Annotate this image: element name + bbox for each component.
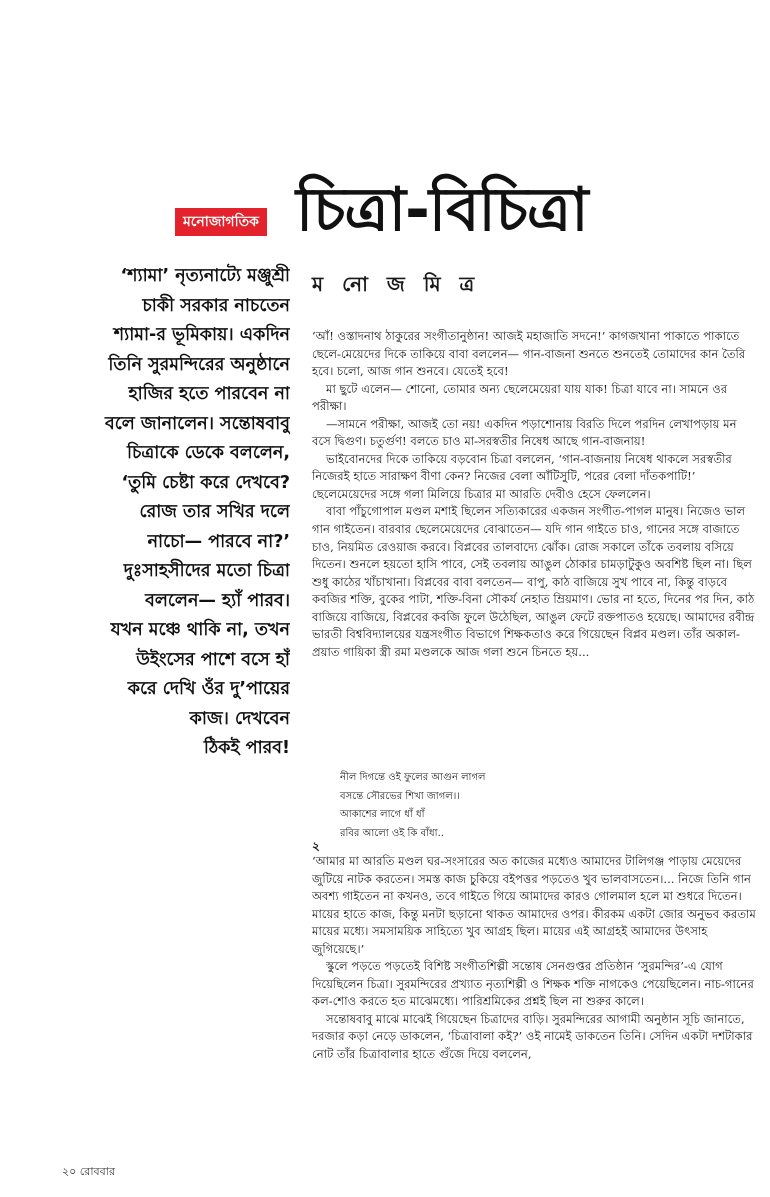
pullquote-line: নাচো— পারবে না?’ bbox=[147, 531, 290, 552]
body-paragraph: স্কুলে পড়তে পড়তেই বিশিষ্ট সংগীতশিল্পী সন্তোষ সেনগুপ্তর প্রতিষ্ঠান ‘সুরমন্দির’-এ যোগ দিয়েছিলেন চিত্রা। সুরমন্দিরের প্রখ্যাত নৃত্যশিল্পী ও শিক্ষক শক্তি নাগকেও পেয়েছিলেন। নাচ-গানের কল-শোও করতে হত মাঝেমধ্যে। পারিশ্রমিকের প্রশ্নই ছিল না শুরুর কালে। bbox=[312, 959, 754, 1009]
pullquote-line: বলে জানালেন। সন্তোষবাবু bbox=[105, 413, 290, 434]
article-title: চিত্রা-বিচিত্রা bbox=[296, 175, 588, 245]
song-lyrics bbox=[340, 769, 485, 843]
body-paragraph: বাবা পাঁচুগোপাল মণ্ডল মশাই ছিলেন সত্যিকারের একজন সংগীত-পাগল মানুষ। নিজেও ভাল গান গাইতেন। বারবার ছেলেমেয়েদের বোঝাতেন— যদি গান গাইতে চাও, গানের সঙ্গে বাজাতে চাও, নিয়মিত রেওয়াজ করবে। বিপ্লবের তালবাদ্যে ঝোঁক। রোজ সকালে তাঁকে তবলায় বসিয়ে দিতেন। শুনলে হয়তো হাসি পাবে, সেই তবলায় আঙুল ঠোকার চামড়াটুকুও অবশিষ্ট ছিল না। ছিল শুধু কাঠের খাঁচাখানা। বিপ্লবের বাবা বলতেন— বাপু, কাঠ বাজিয়ে সুখ পাবে না, কিন্তু বাড়বে কবজির শক্তি, বুকের পাটা, শক্তি-বিনা সৌকর্য নেহাত ম্রিয়মাণ। ভোর না হতে, দিনের পর দিন, কাঠ বাজিয়ে বাজিয়ে, বিপ্লবের কবজি ফুলে উঠেছিল, আঙুল ফেটে রক্তপাতও হয়েছে। আমাদের রবীন্দ্র ভারতী বিশ্ববিদ্যালয়ের যন্ত্রসংগীত বিভাগে শিক্ষকতাও করে গিয়েছেন বিপ্লব মণ্ডল। তাঁর অকাল-প্রয়াত গায়িকা স্ত্রী রমা মণ্ডলকে আজ গলা শুনে চিনতে হয়... bbox=[312, 504, 755, 659]
pullquote-line: দুঃসাহসীদের মতো চিত্রা bbox=[123, 561, 290, 581]
article-body-section-2 bbox=[312, 853, 757, 1064]
pullquote-line: চাকী সরকার নাচতেন bbox=[142, 295, 290, 316]
body-paragraph: ভাইবোনদের দিকে তাকিয়ে বড়বোন চিত্রা বললেন, ‘গান-বাজনায় নিষেধ থাকলে সরস্বতীর নিজেরই হাতে সারাক্ষণ বীণা কেন? নিজের বেলা আঁটিসুটি, পরের বেলা দাঁতকপাটি!’ ছেলেমেয়েদের সঙ্গে গলা মিলিয়ে চিত্রার মা আরতি দেবীও হেসে ফেললেন। bbox=[312, 451, 732, 501]
body-paragraph: মা ছুটে এলেন— শোনো, তোমার অন্য ছেলেমেয়েরা যায় যাক! চিত্রা যাবে না। সামনে ওর পরীক্ষা। bbox=[312, 381, 728, 414]
pullquote-line: শ্যামা-র ভূমিকায়। একদিন bbox=[113, 325, 290, 345]
pullquote-line: তিনি সুরমন্দিরের অনুষ্ঠানে bbox=[108, 354, 290, 375]
body-paragraph: —সামনে পরীক্ষা, আজই তো নয়! একদিন পড়াশোনায় বিরতি দিলে পরদিন লেখাপড়ায় মন বসে দ্বিগুণ। চতুর্গুণ! বলতে চাও মা-সরস্বতীর নিষেধ আছে গান-বাজনায়! bbox=[312, 416, 737, 449]
section-number: ২ bbox=[312, 839, 320, 853]
pullquote-line: কাজ। দেখবেন bbox=[189, 708, 290, 729]
page-footer: ২০ রোববার bbox=[62, 1165, 115, 1178]
body-paragraph: ‘আমার মা আরতি মণ্ডল ঘর-সংসারের অত কাজের মধ্যেও আমাদের টালিগঞ্জ পাড়ায় মেয়েদের জুটিয়ে নাটক করতেন। সমস্ত কাজ চুকিয়ে বইপত্তর পড়তেও খুব ভালবাসতেন।... নিজে তিনি গান অবশ্য গাইতেন না কখনও, তবে গাইতে গিয়ে আমাদের কারও গোলমাল হলে মা শুধরে দিতেন। মায়ের হাতে কাজ, কিন্তু মনটা ছড়ানো থাকত আমাদের ওপর। কীরকম একটা জোর অনুভব করতাম মায়ের মধ্যে। সমসাময়িক সাহিত্যে খুব আগ্রহ ছিল। মায়ের এই আগ্রহই আমাদের উৎসাহ জুগিয়েছে।’ bbox=[312, 854, 756, 956]
pullquote-line: করে দেখি ওঁর দু’পায়ের bbox=[127, 679, 290, 699]
lyric-line: আকাশের লাগে ধাঁ ধাঁ bbox=[340, 809, 425, 820]
pullquote-line: উইংসের পাশে বসে হাঁ bbox=[136, 649, 290, 670]
article-body bbox=[312, 328, 757, 661]
pullquote-line: বললেন— হ্যাঁ পারব। bbox=[145, 590, 290, 611]
pullquote-line: যখন মঞ্চে থাকি না, তখন bbox=[110, 620, 290, 640]
pullquote-line: ‘তুমি চেষ্টা করে দেখবে? bbox=[121, 472, 290, 493]
pullquote-line: রোজ তার সখির দলে bbox=[139, 502, 290, 522]
lyric-line: বসন্তে সৌরভের শিখা জাগল।। bbox=[340, 790, 460, 802]
pullquote bbox=[60, 262, 290, 764]
pullquote-line: ‘শ্যামা’ নৃত্যনাট্যে মঞ্জুশ্রী bbox=[120, 266, 290, 286]
pullquote-line: ঠিকই পারব! bbox=[203, 738, 290, 758]
pullquote-line: চিত্রাকে ডেকে বললেন, bbox=[126, 443, 290, 463]
body-paragraph: সন্তোষবাবু মাঝে মাঝেই গিয়েছেন চিত্রাদের বাড়ি। সুরমন্দিরের আগামী অনুষ্ঠান সূচি জানাতে, দরজার কড়া নেড়ে ডাকলেন, ‘চিত্রাবালা কই?’ ওই নামেই ডাকতেন তিনি। সেদিন একটা দশটাকার নোট তাঁর চিত্রাবালার হাতে গুঁজে দিয়ে বললেন, bbox=[312, 1011, 753, 1062]
lyric-line: নীল দিগন্তে ওই ফুলের আগুন লাগল bbox=[340, 772, 486, 783]
author-byline: ম নো জ মি ত্র bbox=[312, 272, 481, 296]
lyric-line: রবির আলো ওই কি বাঁধা.. bbox=[340, 827, 444, 839]
body-paragraph: ‘আঁ! ওস্তাদনাথ ঠাকুরের সংগীতানুষ্ঠান! আজই মহাজাতি সদনে!’ কাগজখানা পাকাতে পাকাতে ছেলে-মেয়েদের দিকে তাকিয়ে বাবা বললেন— গান-বাজনা শুনতে শুনতেই তোমাদের কান তৈরি হবে। চলো, আজ গান শুনবে। যেতেই হবে! bbox=[312, 329, 746, 379]
section-tag: মনোজাগতিক bbox=[175, 208, 267, 236]
pullquote-line: হাজির হতে পারবেন না bbox=[128, 384, 290, 404]
